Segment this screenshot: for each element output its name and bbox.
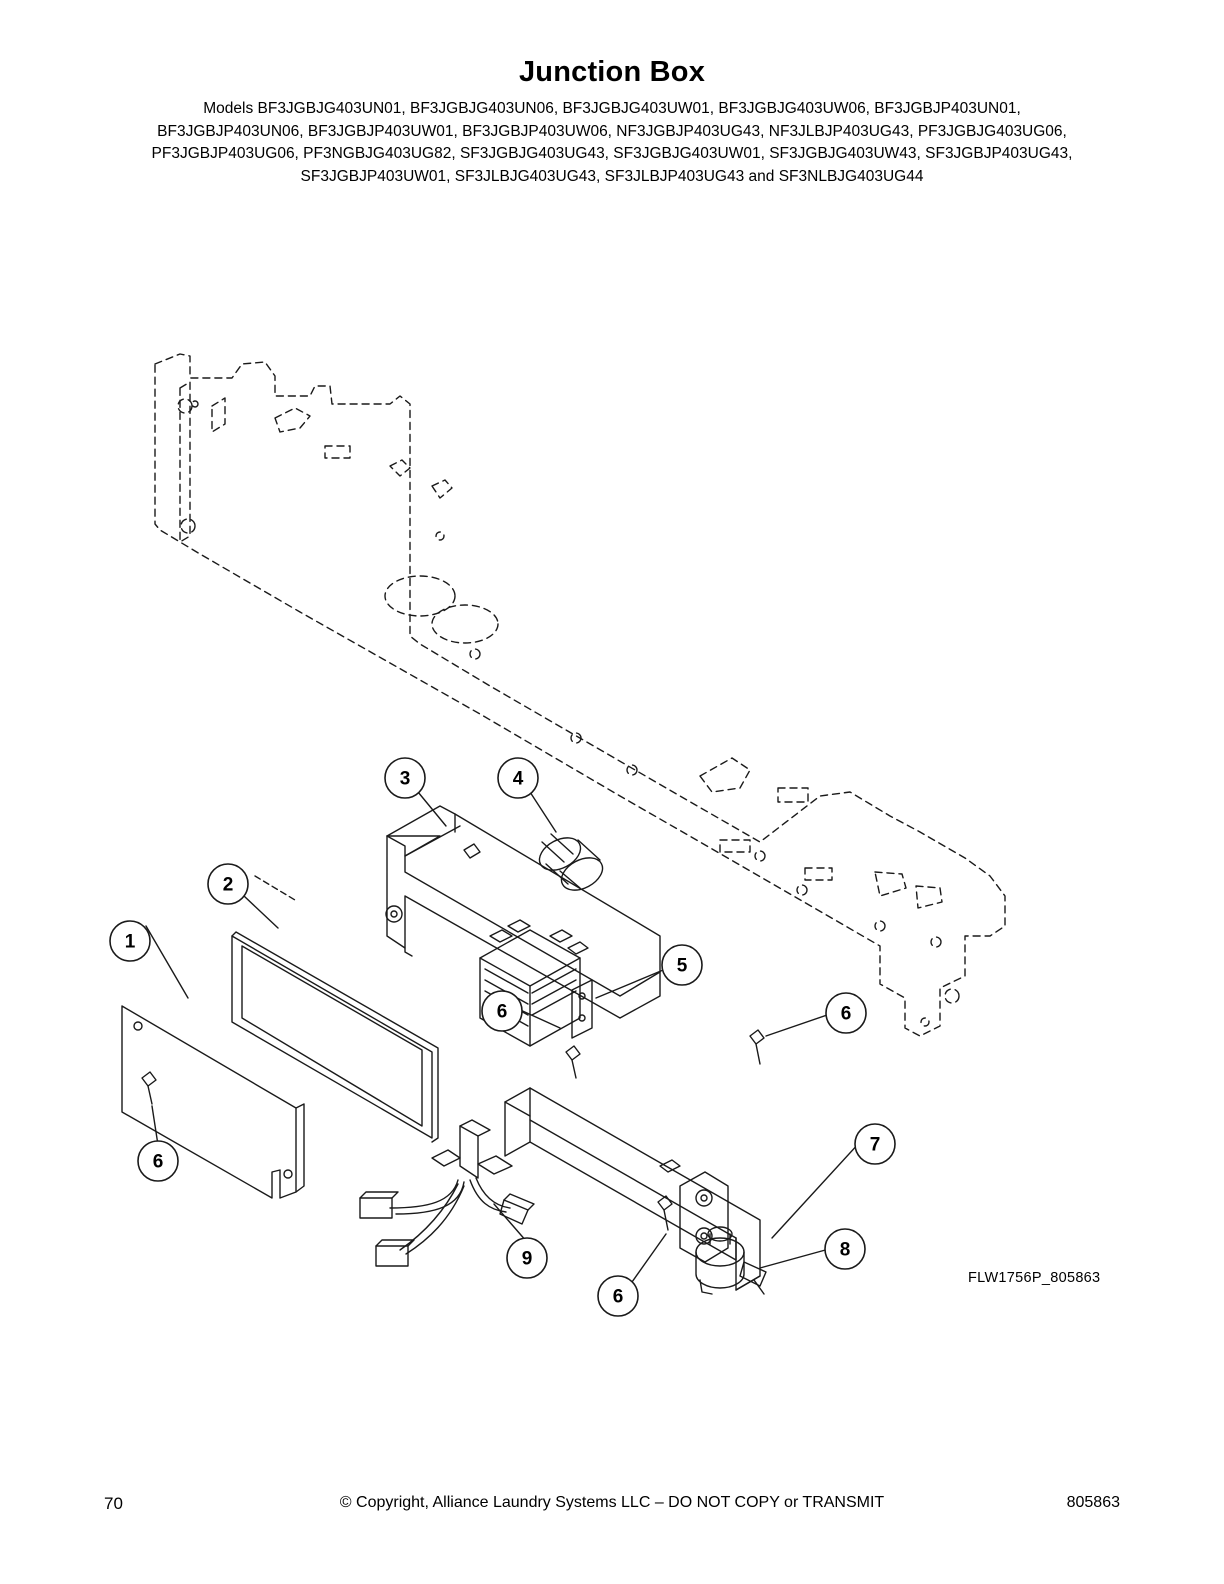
callout-label: 7 bbox=[869, 1134, 881, 1156]
callout-label: 1 bbox=[124, 931, 136, 953]
callout-5 bbox=[662, 945, 702, 985]
callout-label: 5 bbox=[676, 955, 688, 977]
callout-label: 6 bbox=[496, 1001, 508, 1023]
callout-3 bbox=[385, 758, 425, 798]
drawing-code: FLW1756P_805863 bbox=[968, 1270, 1101, 1286]
callout-6-bracket bbox=[482, 991, 522, 1031]
part-9-wire-harness bbox=[360, 1120, 534, 1266]
callout-2 bbox=[208, 864, 248, 904]
exploded-assembly-figure bbox=[60, 236, 1164, 1346]
page-title: Junction Box bbox=[518, 56, 706, 88]
callout-1 bbox=[110, 921, 150, 961]
callout-label: 4 bbox=[512, 768, 524, 790]
document-number: 805863 bbox=[1066, 1494, 1120, 1511]
models-list: Models BF3JGBJG403UN01, BF3JGBJG403UN06, BF3JGBJG403UW01, BF3JGBJG403UW06, BF3JGBJP403UN01, BF3JGBJP403UN06, BF3JGBJP403UW01, BF3JGBJP403UW06, NF3JGBJP403UG43, NF3JLBJP403UG43, PF3JGBJG403UG06, PF3JGBJP403UG06, PF3NGBJG403UG82, SF3JGBJG403UG43, SF3JGBJG403UW01, SF3JGBJG403UW43, SF3JGBJP403UG43, SF3JGBJP403UW01, SF3JLBJG403UG43, SF3JLBJP403UG43 and SF3NLBJG403UG44 bbox=[151, 100, 1073, 185]
callout-label: 6 bbox=[152, 1151, 164, 1173]
rear-panel-outline bbox=[155, 354, 1005, 1036]
callout-label: 6 bbox=[612, 1286, 624, 1308]
assembly-drawing bbox=[60, 236, 1164, 1346]
callout-9 bbox=[507, 1238, 547, 1278]
callout-6-right bbox=[826, 993, 866, 1033]
callout-label: 2 bbox=[222, 874, 234, 896]
callout-label: 8 bbox=[839, 1239, 851, 1261]
copyright-notice: © Copyright, Alliance Laundry Systems LLC – DO NOT COPY or TRANSMIT bbox=[339, 1494, 885, 1511]
callout-label: 9 bbox=[521, 1248, 533, 1270]
callout-label: 3 bbox=[399, 768, 411, 790]
part-4-grommet bbox=[534, 831, 608, 896]
callout-label: 6 bbox=[840, 1003, 852, 1025]
part-2-gasket bbox=[232, 932, 438, 1142]
callout-leaders bbox=[146, 792, 860, 1282]
part-3-bracket bbox=[255, 806, 660, 1018]
callout-6-cover bbox=[138, 1141, 178, 1181]
callout-6-lower bbox=[598, 1276, 638, 1316]
callout-4 bbox=[498, 758, 538, 798]
callout-8 bbox=[825, 1229, 865, 1269]
page-number: 70 bbox=[104, 1494, 123, 1513]
callout-7 bbox=[855, 1124, 895, 1164]
